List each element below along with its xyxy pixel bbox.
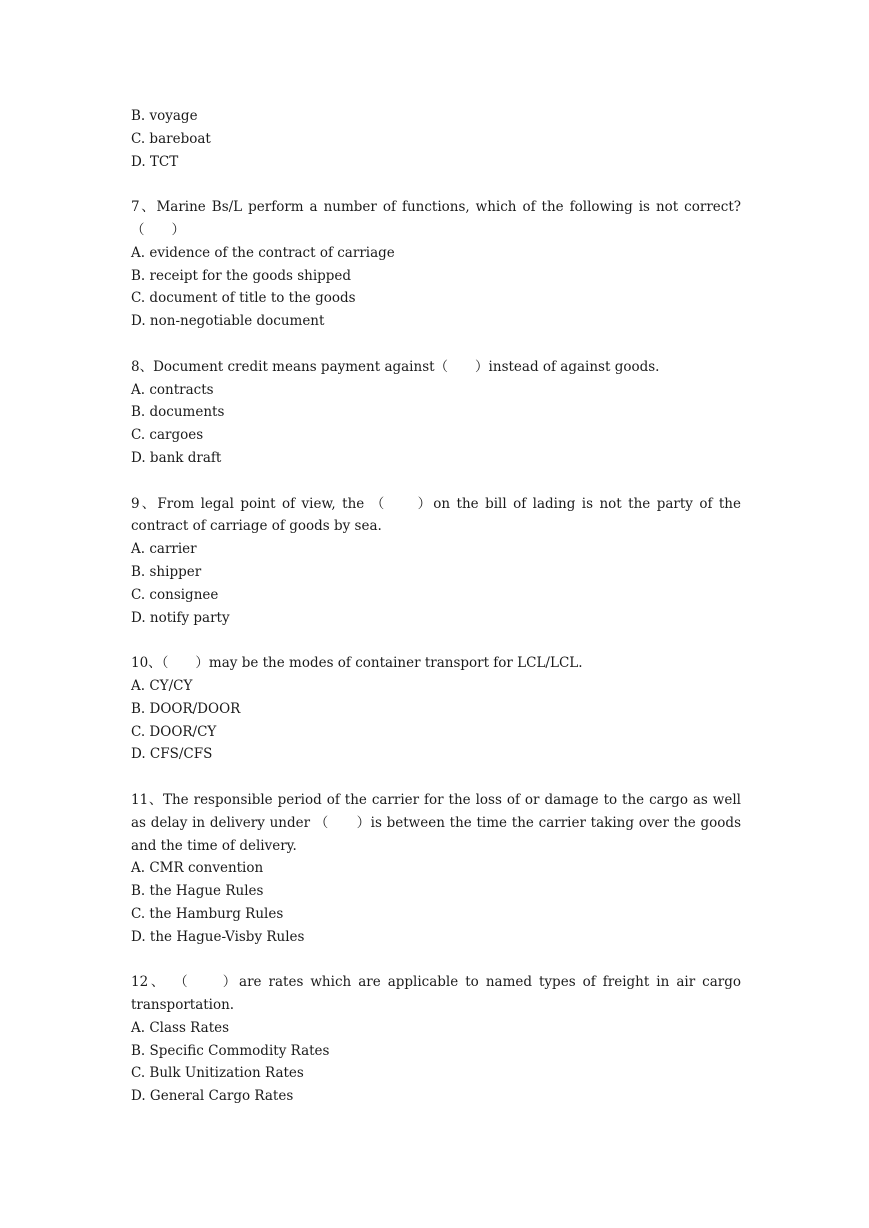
option-text: C. consignee: [131, 586, 219, 603]
option-text: C. cargoes: [131, 427, 204, 444]
option-text: A. Class Rates: [131, 1019, 230, 1036]
option-text: D. TCT: [131, 153, 179, 170]
question-stem: 10、（ ）may be the modes of container transport for LCL/LCL.: [131, 655, 583, 672]
document-page: [131, 105, 741, 1108]
option-text: D. General Cargo Rates: [131, 1088, 294, 1105]
option-text: B. documents: [131, 404, 225, 421]
question-stem: 12、 （ ）are rates which are applicable to named types of freight in air cargo transportation.: [131, 974, 741, 1014]
option-text: A. CY/CY: [131, 677, 193, 694]
option-text: C. bareboat: [131, 130, 211, 147]
option-text: C. the Hamburg Rules: [131, 905, 284, 922]
option-text: D. bank draft: [131, 449, 222, 466]
question-stem: 11、The responsible period of the carrier for the loss of or damage to the cargo as well as delay in delivery under （ ）is between the time the carrier taking over the goods and the time of delivery.: [131, 791, 741, 854]
option-text: C. Bulk Unitization Rates: [131, 1065, 304, 1082]
option-text: D. non-negotiable document: [131, 313, 325, 330]
question-stem: 8、Document credit means payment against（ ）instead of against goods.: [131, 358, 660, 375]
option-text: D. CFS/CFS: [131, 746, 213, 763]
question-12: [131, 971, 741, 1108]
option-text: B. receipt for the goods shipped: [131, 267, 352, 284]
option-text: D. notify party: [131, 609, 230, 626]
option-text: A. evidence of the contract of carriage: [131, 244, 395, 261]
option-text: A. CMR convention: [131, 860, 264, 877]
option-text: D. the Hague-Visby Rules: [131, 928, 305, 945]
question-11: [131, 789, 741, 949]
leading-options: [131, 105, 741, 173]
question-7: [131, 196, 741, 333]
option-text: B. DOOR/DOOR: [131, 700, 241, 717]
question-10: [131, 652, 741, 766]
question-9: [131, 493, 741, 630]
option-text: A. contracts: [131, 381, 214, 398]
question-8: [131, 356, 741, 470]
option-text: B. the Hague Rules: [131, 883, 264, 900]
option-text: B. voyage: [131, 108, 198, 124]
question-stem: 7、Marine Bs/L perform a number of functions, which of the following is not correct? （ ）: [131, 199, 741, 238]
question-stem: 9、From legal point of view, the （ ）on the bill of lading is not the party of the contract of carriage of goods by sea.: [131, 495, 741, 535]
option-text: C. document of title to the goods: [131, 290, 356, 307]
option-text: C. DOOR/CY: [131, 723, 217, 740]
option-text: B. Specific Commodity Rates: [131, 1042, 330, 1059]
option-text: A. carrier: [131, 541, 197, 558]
option-text: B. shipper: [131, 563, 202, 580]
